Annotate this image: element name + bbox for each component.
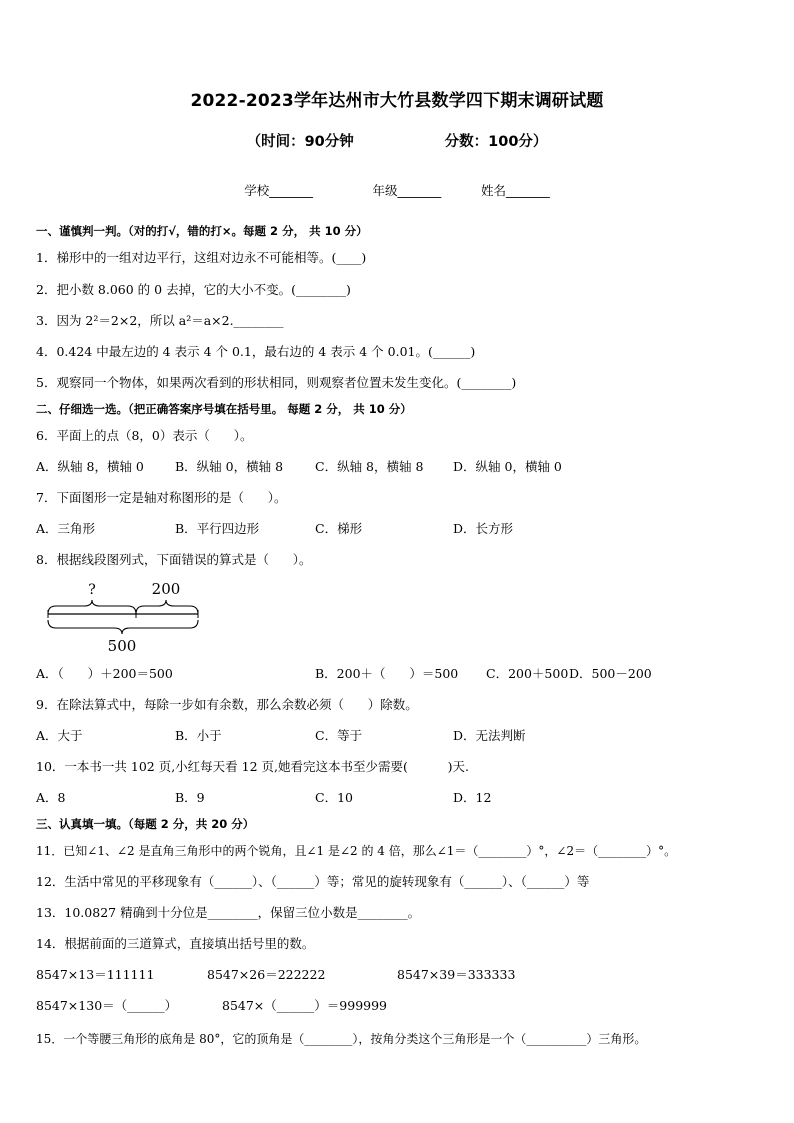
q10-option-c: C．10 <box>315 790 353 805</box>
q14-equation-1: 8547×13＝111111 <box>36 967 155 982</box>
question-11: 11．已知∠1、∠2 是直角三角形中的两个锐角，且∠1 是∠2 的 4 倍，那么∠1＝（________）°，∠2＝（________）°。 <box>36 844 677 858</box>
q14-blank-1: 8547×130＝（______） <box>36 998 178 1013</box>
question-2: 2．把小数 8.060 的 0 去掉，它的大小不变。(________) <box>36 282 351 297</box>
time-score-line: （时间：90分钟 分数：100分） <box>246 134 548 150</box>
question-13: 13．10.0827 精确到十分位是________，保留三位小数是________。 <box>36 905 421 920</box>
question-6: 6．平面上的点（8，0）表示（ ）。 <box>36 428 253 443</box>
q7-option-b: B．平行四边形 <box>175 521 260 536</box>
part-label: 200 <box>151 580 181 598</box>
q9-option-d: D．无法判断 <box>453 728 526 743</box>
q10-option-a: A．8 <box>36 790 66 805</box>
section-1-heading: 一、谨慎判一判。（对的打√，错的打×。每题 2 分， 共 10 分） <box>36 224 368 238</box>
question-7: 7．下面图形一定是轴对称图形的是（ ）。 <box>36 490 287 505</box>
q8-option-c: C．200＋500 <box>486 666 569 681</box>
q7-option-d: D．长方形 <box>453 521 514 536</box>
q9-option-b: B．小于 <box>175 728 222 743</box>
q14-equation-3: 8547×39＝333333 <box>397 967 516 982</box>
question-10: 10．一本书一共 102 页,小红每天看 12 页,她看完这本书至少需要( )天. <box>36 759 469 774</box>
question-3: 3．因为 2²＝2×2，所以 a²＝a×2.________ <box>36 313 284 328</box>
total-label: 500 <box>107 637 137 655</box>
q6-option-c: C．纵轴 8，横轴 8 <box>315 459 424 474</box>
q9-option-c: C．等于 <box>315 728 363 743</box>
question-9: 9．在除法算式中，每除一步如有余数，那么余数必须（ ）除数。 <box>36 697 418 712</box>
section-2-heading: 二、仔细选一选。（把正确答案序号填在括号里。 每题 2 分， 共 10 分） <box>36 402 412 416</box>
question-mark-label: ? <box>88 582 96 598</box>
line-segment-diagram <box>44 574 204 656</box>
q8-option-b: B．200＋（ ）＝500 <box>315 666 459 681</box>
section-3-heading: 三、认真填一填。（每题 2 分，共 20 分） <box>36 817 255 831</box>
q8-option-d: D．500－200 <box>569 666 652 681</box>
q9-option-a: A．大于 <box>36 728 83 743</box>
question-12: 12．生活中常见的平移现象有（______）、（______）等；常见的旋转现象有（______）、（______）等 <box>36 874 590 889</box>
q8-option-a: A．（ ）＋200＝500 <box>36 666 173 681</box>
page-title: 2022-2023学年达州市大竹县数学四下期末调研试题 <box>190 91 604 111</box>
q7-option-c: C．梯形 <box>315 521 363 536</box>
q10-option-b: B．9 <box>175 790 205 805</box>
q7-option-a: A．三角形 <box>36 521 96 536</box>
question-14: 14．根据前面的三道算式，直接填出括号里的数。 <box>36 936 315 951</box>
question-5: 5．观察同一个物体，如果两次看到的形状相同，则观察者位置未发生变化。(________) <box>36 375 517 390</box>
part-brace <box>136 600 198 614</box>
q6-option-b: B．纵轴 0，横轴 8 <box>175 459 284 474</box>
q14-blank-2: 8547×（______）＝999999 <box>222 998 388 1013</box>
question-4: 4．0.424 中最左边的 4 表示 4 个 0.1，最右边的 4 表示 4 个 0.01。(______) <box>36 344 476 359</box>
total-brace <box>48 620 198 634</box>
question-brace <box>48 600 136 614</box>
question-8: 8．根据线段图列式，下面错误的算式是（ ）。 <box>36 552 312 567</box>
student-info-line: 学校_______ 年级_______ 姓名_______ <box>244 183 550 198</box>
q6-option-d: D．纵轴 0，横轴 0 <box>453 459 562 474</box>
question-1: 1．梯形中的一组对边平行，这组对边永不可能相等。(____) <box>36 250 367 265</box>
q14-equation-2: 8547×26＝222222 <box>207 967 326 982</box>
q10-option-d: D．12 <box>453 790 492 805</box>
question-15: 15．一个等腰三角形的底角是 80°，它的顶角是（________），按角分类这个三角形是一个（__________）三角形。 <box>36 1032 647 1046</box>
q6-option-a: A．纵轴 8，横轴 0 <box>36 459 144 474</box>
